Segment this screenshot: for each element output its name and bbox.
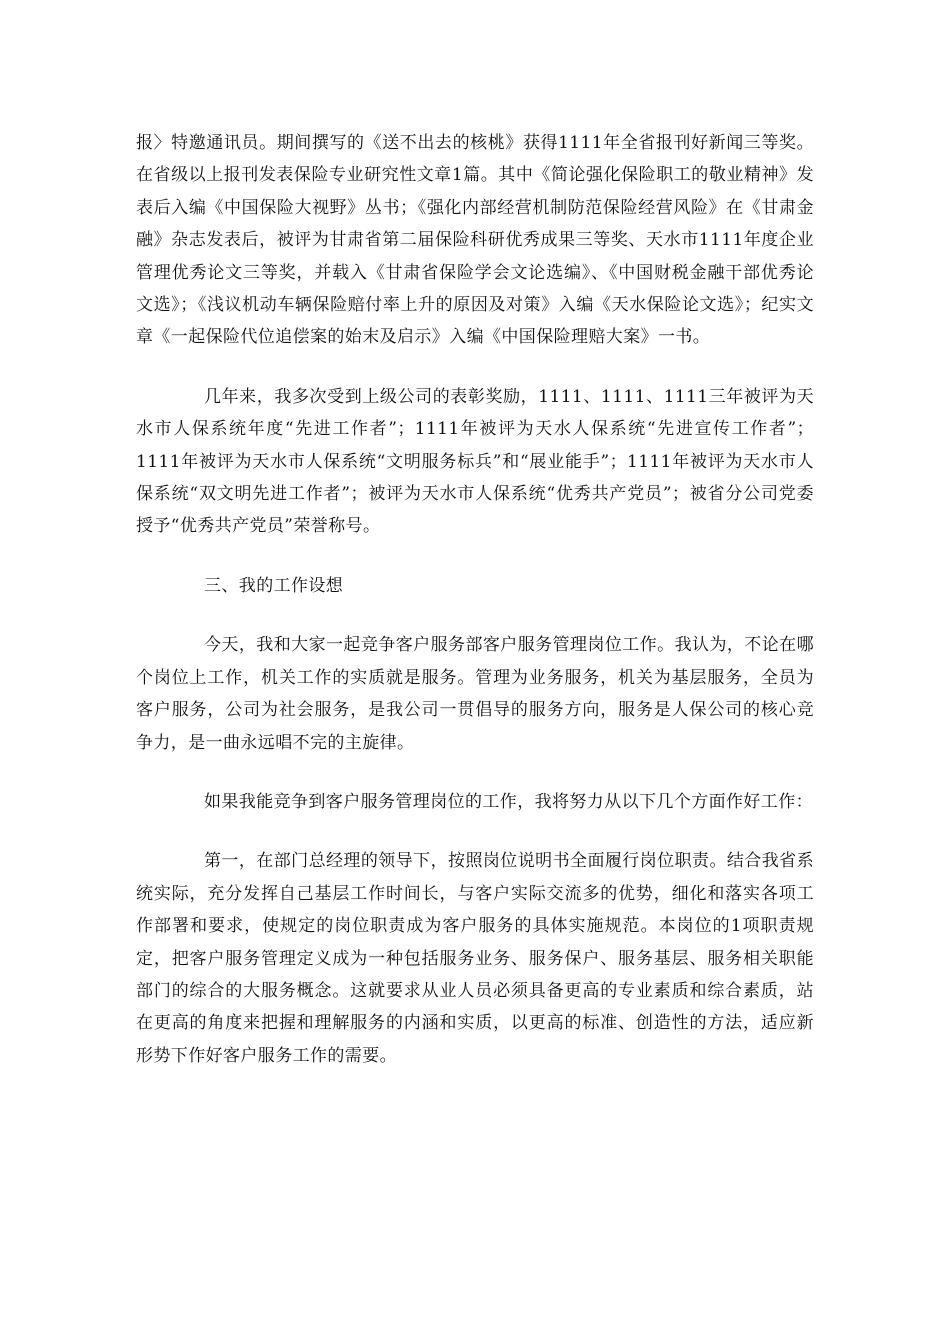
document-page	[136, 127, 814, 1099]
paragraph-intent: 如果我能竞争到客户服务管理岗位的工作，我将努力从以下几个方面作好工作：	[204, 791, 813, 812]
paragraph-first-point: 第一，在部门总经理的领导下，按照岗位说明书全面履行岗位职责。结合我省系统实际，充分发挥自己基层工作时间长，与客户实际交流多的优势，细化和落实各项工作部署和要求，使规定的岗位职责成为客户服务的具体实施规范。本岗位的1项职责规定，把客户服务管理定义成为一种包括服务业务、服务保户、服务基层、服务相关职能部门的综合的大服务概念。这就要求从业人员必须具备更高的专业素质和综合素质，站在更高的角度来把握和理解服务的内涵和实质，以更高的标准、创造性的方法，适应新形势下作好客户服务工作的需要。	[136, 851, 814, 1066]
paragraph-awards: 几年来，我多次受到上级公司的表彰奖励，1111、1111、1111三年被评为天水市人保系统年度“先进工作者”；1111年被评为天水人保系统“先进宣传工作者”；1111年被评为天水市人保系统“文明服务标兵”和“展业能手”；1111年被评为天水市人保系统“双文明先进工作者”；被评为天水市人保系统“优秀共产党员”；被省分公司党委授予“优秀共产党员”荣誉称号。	[136, 386, 814, 537]
section-heading-work-plan: 三、我的工作设想	[204, 575, 344, 596]
paragraph-publications: 报〉特邀通讯员。期间撰写的《送不出去的核桃》获得1111年全省报刊好新闻三等奖。在省级以上报刊发表保险专业研究性文章1篇。其中《简论强化保险职工的敬业精神》发表后入编《中国保险大视野》丛书；《强化内部经营机制防范保险经营风险》在《甘肃金融》杂志发表后，被评为甘肃省第二届保险科研优秀成果三等奖、天水市1111年度企业管理优秀论文三等奖，并载入《甘肃省保险学会文论选编》、《中国财税金融干部优秀论文选》；《浅议机动车辆保险赔付率上升的原因及对策》入编《天水保险论文选》；纪实文章《一起保险代位追偿案的始末及启示》入编《中国保险理赔大案》一书。	[136, 133, 814, 348]
paragraph-service-view: 今天，我和大家一起竞争客户服务部客户服务管理岗位工作。我认为，不论在哪个岗位上工作，机关工作的实质就是服务。管理为业务服务，机关为基层服务，全员为客户服务，公司为社会服务，是我公司一贯倡导的服务方向，服务是人保公司的核心竞争力，是一曲永远唱不完的主旋律。	[136, 635, 814, 753]
